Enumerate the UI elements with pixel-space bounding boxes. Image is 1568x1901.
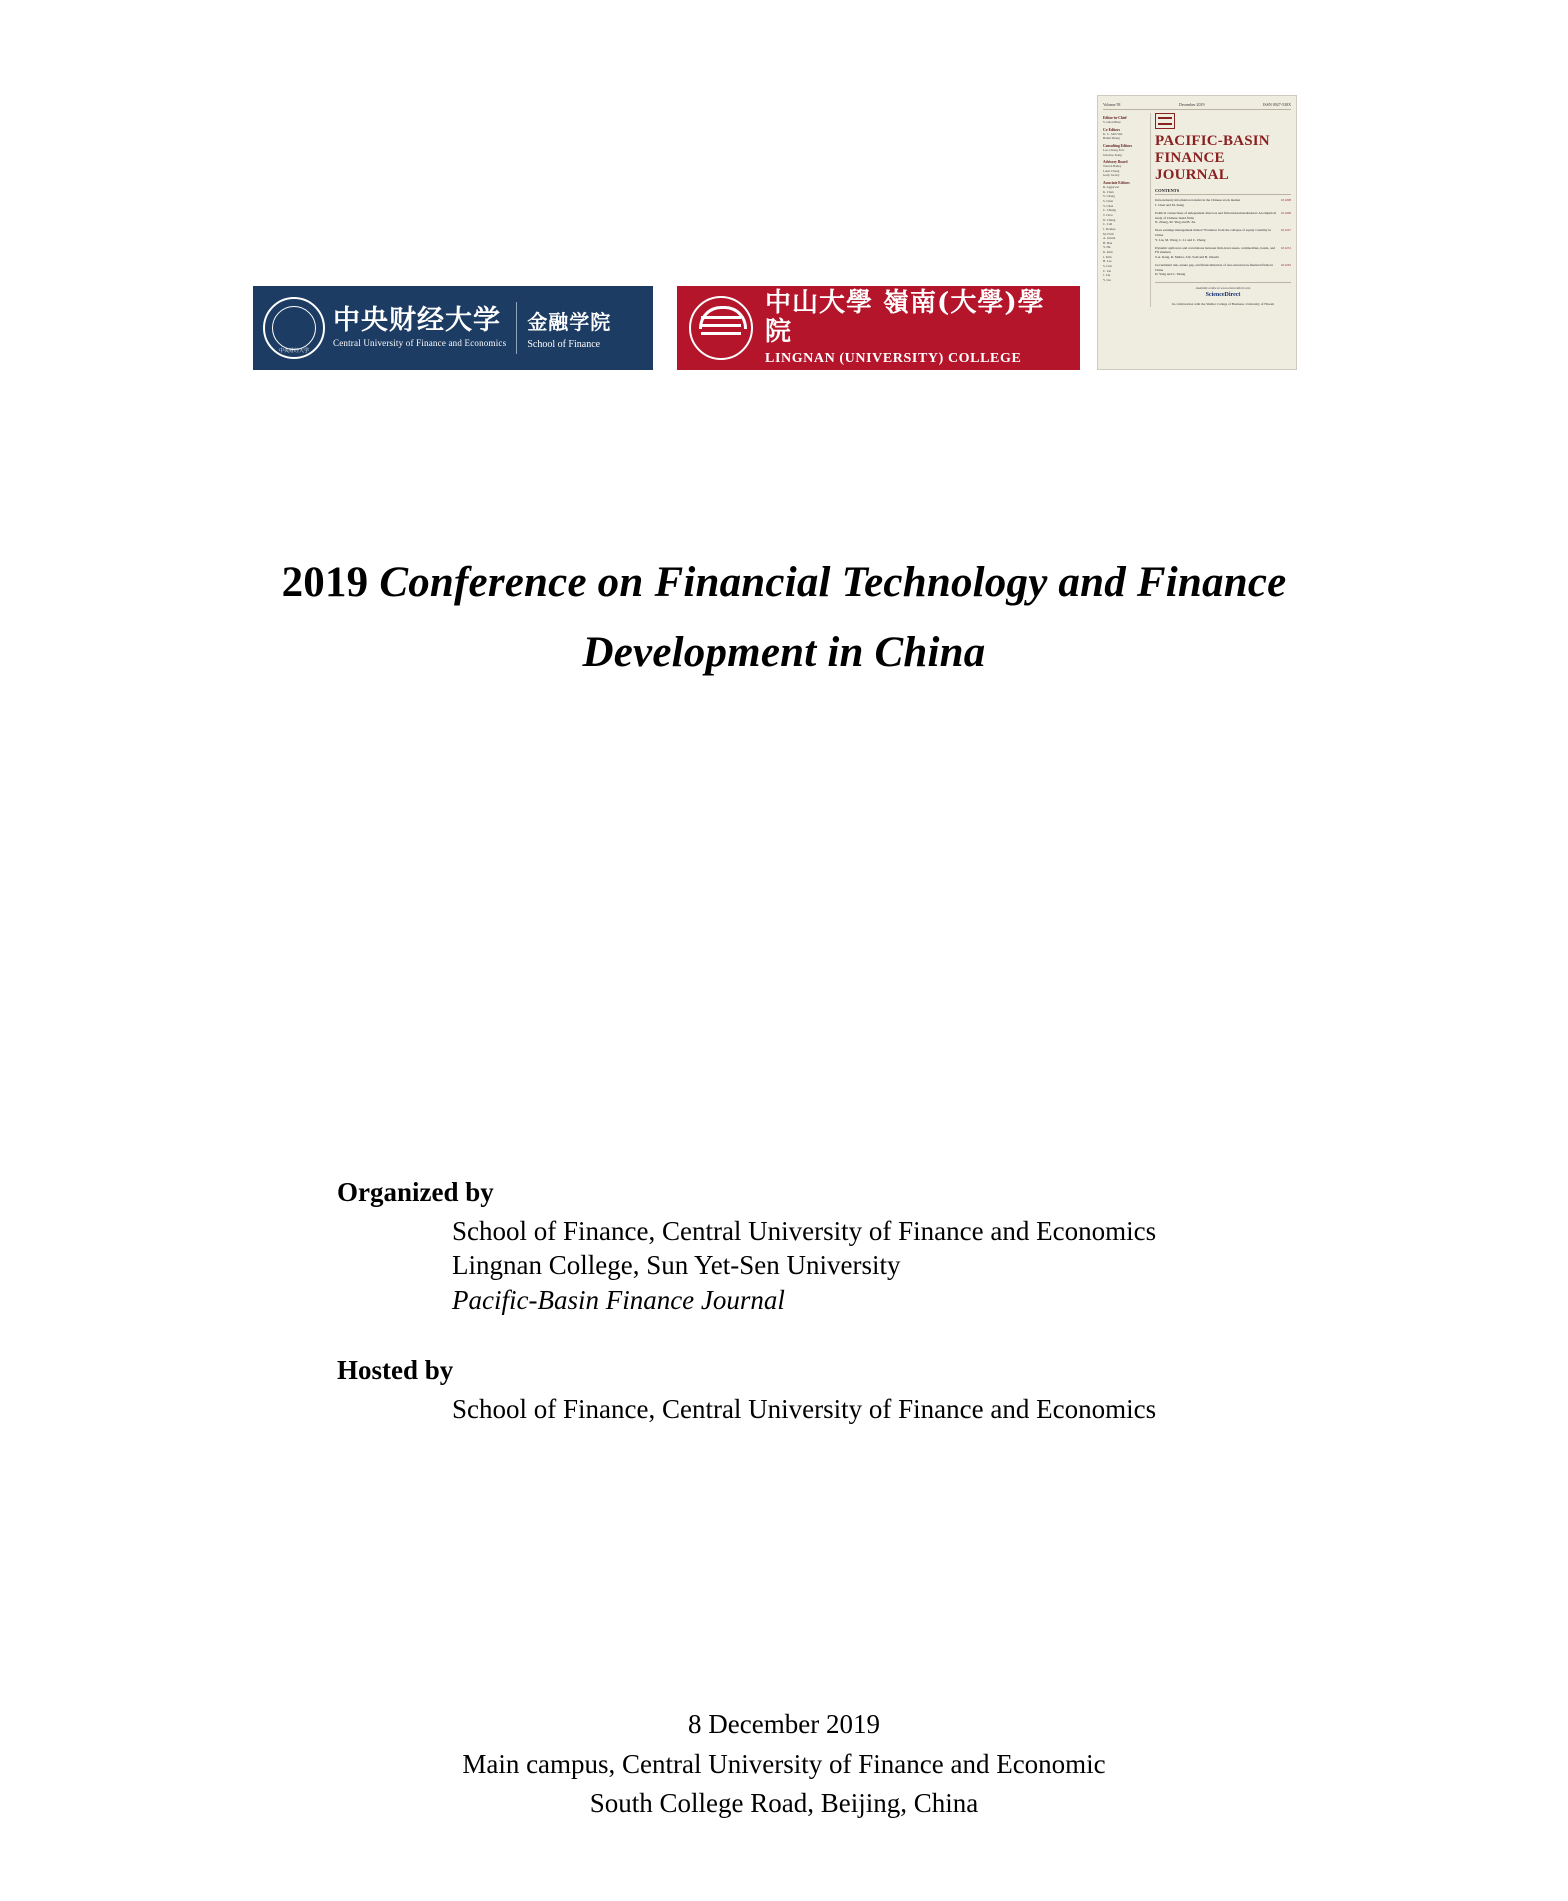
journal-collaboration-note: In collaboration with the Shidler College of Business, University of Hawaii <box>1171 302 1275 307</box>
journal-entry-title: Does earnings management matter? Evidence from the collapse of equity volatility in China <box>1155 228 1271 237</box>
journal-entry-authors: Y. Liu, M. Wang, C. Li and C. Zhang <box>1155 237 1206 242</box>
cufe-seal-icon <box>263 297 325 359</box>
cufe-school-en: School of Finance <box>527 339 601 350</box>
journal-sidebar-heading: Associate Editors <box>1103 181 1130 186</box>
journal-sidebar-item: Lee, Cheng-Few <box>1103 147 1125 152</box>
cufe-name-block <box>333 304 507 349</box>
organized-by-journal: Pacific-Basin Finance Journal <box>452 1284 785 1315</box>
journal-entry-authors: J. Chen and M. Kung <box>1155 203 1185 208</box>
cufe-name-en: Central University of Finance and Economics <box>333 338 507 349</box>
journal-sidebar-heading: Consulting Editors <box>1103 143 1133 148</box>
organizers-section <box>337 1175 1337 1426</box>
journal-sidebar-item: J. Kim <box>1103 254 1112 259</box>
journal-sidebar-heading: Co-Editors <box>1103 127 1120 132</box>
logo-row <box>0 0 1568 400</box>
section-spacer <box>337 1317 1337 1353</box>
journal-contents-label: CONTENTS <box>1155 188 1291 195</box>
journal-volume: Volume 58 <box>1103 102 1121 107</box>
page-title <box>130 548 1438 687</box>
sciencedirect-label: ScienceDirect <box>1205 292 1241 299</box>
lingnan-name-cn: 中山大學 嶺南(大學)學院 <box>765 288 1045 347</box>
event-venue: Main campus, Central University of Finance and Economic <box>462 1748 1106 1779</box>
journal-sidebar-item: Jun-Koo Kang <box>1103 152 1122 157</box>
journal-sidebar-item: S. Ghon Rhee <box>1103 120 1121 124</box>
pacific-basin-finance-journal-cover <box>1097 95 1297 370</box>
journal-sidebar-item: D. Chung <box>1103 217 1116 222</box>
journal-sidebar-item: H. Hau <box>1103 240 1113 245</box>
journal-entry-authors: D. Yang and C. Zhang <box>1155 272 1186 277</box>
organized-by-heading: Organized by <box>337 1177 494 1207</box>
journal-editorial-sidebar <box>1103 113 1151 307</box>
page-title-line1: Conference on Financial Technology and Finance <box>379 559 1287 606</box>
journal-entry-title: Intra-industry information transfer in the Chinese stock market <box>1155 198 1241 203</box>
journal-entry-page: 101231 <box>1280 245 1291 250</box>
journal-sidebar-item: Louis Cheng <box>1103 168 1120 173</box>
journal-topline <box>1103 102 1291 110</box>
page-title-year: 2019 <box>281 559 369 606</box>
journal-sidebar-item: T. Choi <box>1103 212 1113 217</box>
page-title-line2: Development in China <box>582 628 986 676</box>
journal-sidebar-item: K. C. John Wei <box>1103 131 1123 136</box>
journal-main-panel <box>1155 113 1291 307</box>
journal-entry-authors: N. Zhang, M. Ying and B. Xu <box>1155 220 1196 225</box>
journal-footer <box>1155 282 1291 307</box>
journal-title: PACIFIC-BASIN FINANCE JOURNAL <box>1155 133 1270 183</box>
lingnan-name-en: LINGNAN (UNIVERSITY) COLLEGE <box>765 350 1022 366</box>
lingnan-emblem-icon <box>689 296 753 360</box>
journal-sidebar-item: Warren Bailey <box>1103 164 1122 169</box>
journal-sidebar-item: J. Doukas <box>1103 226 1116 231</box>
journal-sidebar-item: M. Firth <box>1103 231 1114 236</box>
cufe-seal-text: 中央财经大学 <box>278 349 309 354</box>
journal-entry-page: 101232 <box>1280 262 1291 267</box>
journal-entry-page: 101209 <box>1280 210 1291 215</box>
organized-by-item: School of Finance, Central University of Finance and Economics <box>452 1215 1157 1246</box>
elsevier-logo-icon <box>1155 113 1175 129</box>
hosted-by-item: School of Finance, Central University of Finance and Economics <box>452 1393 1157 1424</box>
journal-sidebar-heading: Editor-in-Chief <box>1103 116 1127 120</box>
journal-sidebar-item: Y. Hu <box>1103 245 1111 250</box>
logo-divider <box>516 302 517 354</box>
journal-sidebar-item: A. Ghosh <box>1103 236 1116 241</box>
journal-entry-title: Government risk, tenure gap, and financialization of non-current non-financial firms in China <box>1155 262 1274 272</box>
journal-sidebar-heading: Advisory Board <box>1103 160 1128 165</box>
journal-sidebar-item: K. Chan <box>1103 189 1114 194</box>
journal-sidebar-item: S. Lim <box>1103 264 1112 269</box>
journal-entry <box>1155 228 1291 242</box>
journal-entry <box>1155 211 1291 225</box>
cufe-name-cn: 中央财经大学 <box>333 304 501 336</box>
cufe-logo <box>253 286 653 370</box>
cufe-school-block <box>527 306 611 350</box>
journal-sidebar-item: R. Aggarwal <box>1103 185 1120 190</box>
journal-sidebar-item: C. Lin <box>1103 268 1112 273</box>
lingnan-text-block <box>765 289 1068 366</box>
journal-entry <box>1155 198 1291 208</box>
journal-body <box>1103 113 1291 307</box>
journal-entry-page: 101227 <box>1280 228 1291 233</box>
event-address: South College Road, Beijing, China <box>589 1788 979 1819</box>
journal-sidebar-item: Y. Liu <box>1103 277 1111 282</box>
journal-entry <box>1155 263 1291 277</box>
event-details <box>130 1705 1438 1824</box>
journal-entry-authors: S.A. Kang, R. Maitra, S.R. Said and B. Zhouhi <box>1155 255 1219 260</box>
journal-entry-page: 101208 <box>1280 198 1291 203</box>
journal-date: December 2019 <box>1179 102 1205 107</box>
journal-sidebar-item: H. Lee <box>1103 259 1112 264</box>
journal-entry-title: Dynamic spillovers and correlations between firm-level assets, commodities, bonds, and FX markets <box>1155 245 1275 255</box>
journal-sidebar-item: C. Cull <box>1103 222 1113 227</box>
journal-entry <box>1155 246 1291 260</box>
journal-entry-title: Political connections of independent directors and firm internationalization: An empirical study of Chinese listed firms <box>1155 210 1277 220</box>
journal-sidebar-item: J. Liu <box>1103 273 1111 278</box>
journal-sidebar-item: C. Chiang <box>1103 208 1116 213</box>
journal-issn: ISSN 0927-538X <box>1263 102 1291 107</box>
journal-sidebar-item: V. Chang <box>1103 194 1115 199</box>
organized-by-item: Lingnan College, Sun Yet-Sen University <box>452 1250 901 1281</box>
journal-sidebar-item: Y. Chen <box>1103 203 1114 208</box>
hosted-by-heading: Hosted by <box>337 1355 454 1386</box>
journal-availability-note: Available online at www.sciencedirect.com <box>1195 286 1251 291</box>
journal-sidebar-item: Gady Jacoby <box>1103 173 1120 178</box>
journal-sidebar-item: Bohui Zhang <box>1103 136 1120 141</box>
lingnan-college-logo <box>677 286 1080 370</box>
cufe-school-cn: 金融学院 <box>527 310 612 334</box>
event-date: 8 December 2019 <box>688 1709 880 1739</box>
journal-sidebar-item: K. Kim <box>1103 250 1113 255</box>
journal-sidebar-item: S. Chen <box>1103 199 1114 204</box>
